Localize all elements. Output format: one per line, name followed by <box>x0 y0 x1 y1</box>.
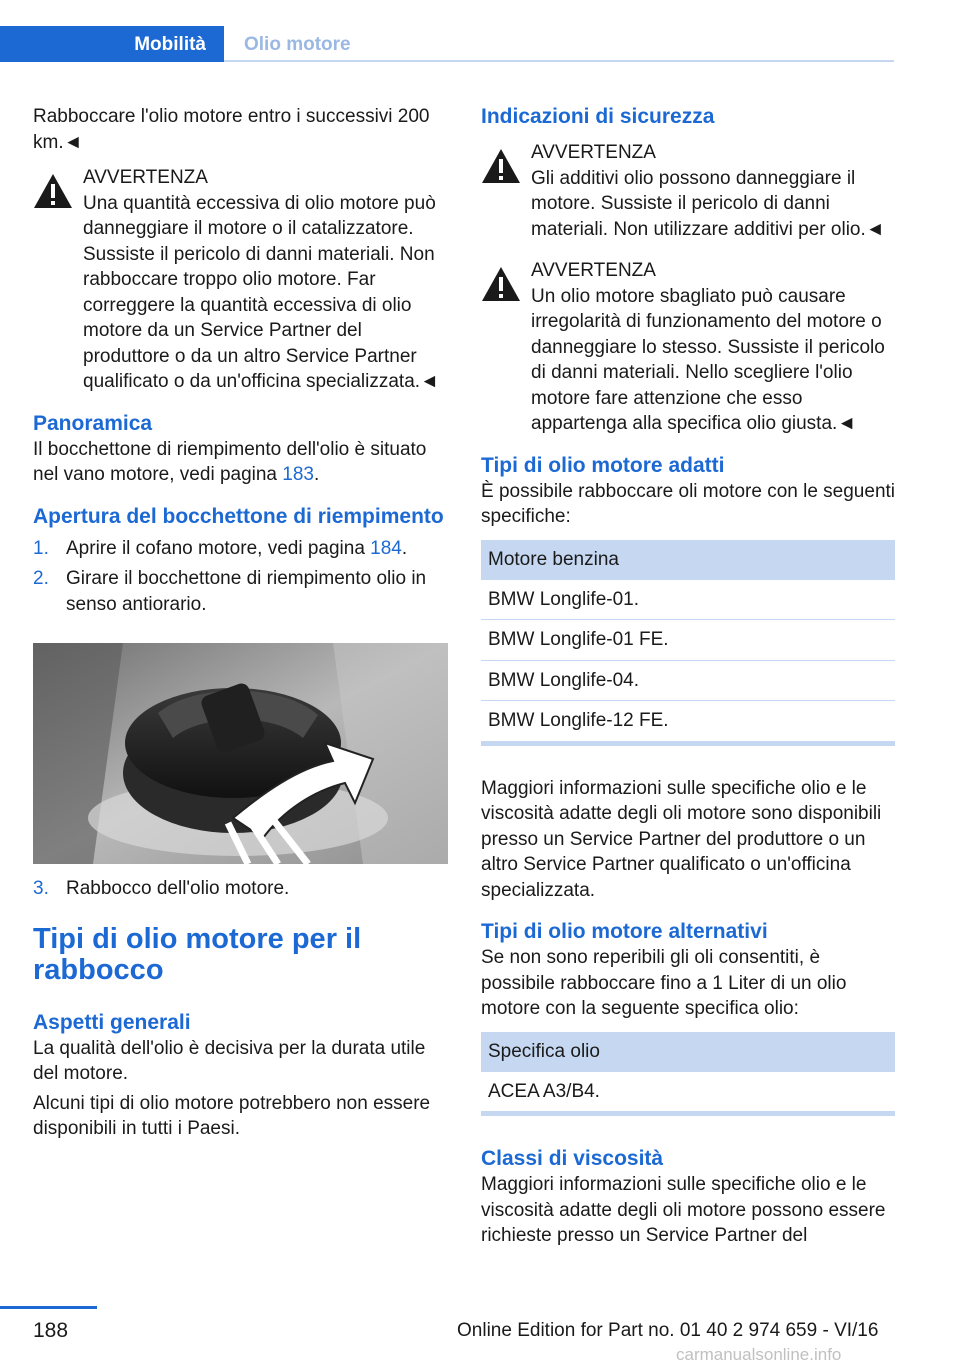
adatti-text: È possibile rabboccare oli motore con le seguenti specifiche: <box>481 480 896 527</box>
table-row: BMW Longlife-04. <box>481 660 895 701</box>
alternativi-text: Se non sono reperibili gli oli consentiti, è possibile rabboccare fino a 1 Liter di un olio motore con la seguente specifica olio: <box>481 947 847 1019</box>
warning-block-wrong-oil <box>481 258 895 437</box>
heading-panoramica: Panoramica <box>33 411 153 435</box>
warning-label: AVVERTENZA <box>83 167 208 188</box>
table-row: BMW Longlife-01. <box>481 580 895 620</box>
heading-tipi-rabbocco: Tipi di olio motore per il rabbocco <box>33 922 362 986</box>
steps-list <box>33 536 448 618</box>
warning-label: AVVERTENZA <box>531 260 656 281</box>
section-label: Mobilità <box>134 34 206 55</box>
steps-list-continued <box>33 876 448 902</box>
watermark: carmanualsonline.info <box>676 1345 842 1362</box>
page-number: 188 <box>33 1319 69 1342</box>
page-link-183[interactable]: 183 <box>282 464 314 485</box>
spec-table-benzina <box>481 540 895 746</box>
heading-apertura: Apertura del bocchettone di riempimento <box>33 504 444 528</box>
warning-label: AVVERTENZA <box>531 142 656 163</box>
info-text: Maggiori informazioni sulle specifiche olio e le viscosità adatte degli oli motore sono disponibili presso un Service Partner del produttore o un altro Service Partner qualificato o un'officina specializzata. <box>481 777 882 901</box>
warning-triangle-icon <box>481 148 521 184</box>
heading-adatti: Tipi di olio motore adatti <box>481 453 725 477</box>
step-item: 1. Aprire il cofano motore, vedi pagina 184. <box>33 537 408 559</box>
warning-text: Un olio motore sbagliato può causare irregolarità di funzionamento del motore o danneggiare lo stesso. Sussiste il pericolo di danni materiali. Nello scegliere l'olio motore fare attenzione che esso appartenga alla specifica olio giusta.◄ <box>531 285 885 434</box>
table-header: Motore benzina <box>481 540 895 580</box>
footer-rule <box>0 1306 97 1309</box>
table-row: ACEA A3/B4. <box>488 1080 600 1102</box>
table-row: BMW Longlife-12 FE. <box>488 710 669 731</box>
heading-alternativi: Tipi di olio motore alternativi <box>481 920 768 943</box>
right-column <box>481 104 895 1259</box>
section-tab <box>0 26 224 62</box>
page-link-184[interactable]: 184 <box>370 537 402 559</box>
aspetti-text-1: La qualità dell'olio è decisiva per la durata utile del motore. <box>33 1037 426 1084</box>
warning-text: Gli additivi olio possono danneggiare il motore. Sussiste il pericolo di danni materiali. Non utilizzare additivi per olio.◄ <box>531 167 885 240</box>
step-item: 2. Girare il bocchettone di riempimento olio in senso antiorario. <box>33 568 427 615</box>
intro-text: Rabboccare l'olio motore entro i successivi 200 km.◄ <box>33 106 430 153</box>
warning-text: Una quantità eccessiva di olio motore può danneggiare il motore o il catalizzatore. Sussiste il pericolo di danni materiali. Non rabboccare troppo olio motore. Far correggere la quantità eccessiva di olio motore da un Service Partner del produttore o da un altro Service Partner qualificato o da un'officina specializzata.◄ <box>83 192 439 392</box>
heading-viscosita: Classi di viscosità <box>481 1147 664 1170</box>
left-column <box>33 104 448 1152</box>
oil-filler-cap-photo <box>33 643 448 864</box>
warning-triangle-icon <box>481 266 521 302</box>
heading-sicurezza: Indicazioni di sicurezza <box>481 105 715 128</box>
warning-triangle-icon <box>33 173 73 209</box>
warning-block-overfill <box>33 165 448 395</box>
step-item: 3. Rabbocco dell'olio motore. <box>33 878 290 899</box>
panoramica-text: Il bocchettone di riempimento dell'olio è situato nel vano motore, vedi pagina 183. <box>33 438 427 485</box>
aspetti-text-2: Alcuni tipi di olio motore potrebbero non essere disponibili in tutti i Paesi. <box>33 1092 431 1139</box>
header-rule <box>224 60 894 62</box>
table-header: Specifica olio <box>481 1032 895 1072</box>
table-row: BMW Longlife-01 FE. <box>481 620 895 661</box>
viscosita-text: Maggiori informazioni sulle specifiche olio e le viscosità adatte degli oli motore possono essere richieste presso un Service Partner del <box>481 1174 886 1246</box>
heading-aspetti: Aspetti generali <box>33 1010 191 1034</box>
warning-block-additives <box>481 140 895 242</box>
edition-text: Online Edition for Part no. 01 40 2 974 659 - VI/16 <box>457 1320 879 1341</box>
spec-table-alternativa <box>481 1032 895 1117</box>
subsection-label: Olio motore <box>244 34 351 55</box>
